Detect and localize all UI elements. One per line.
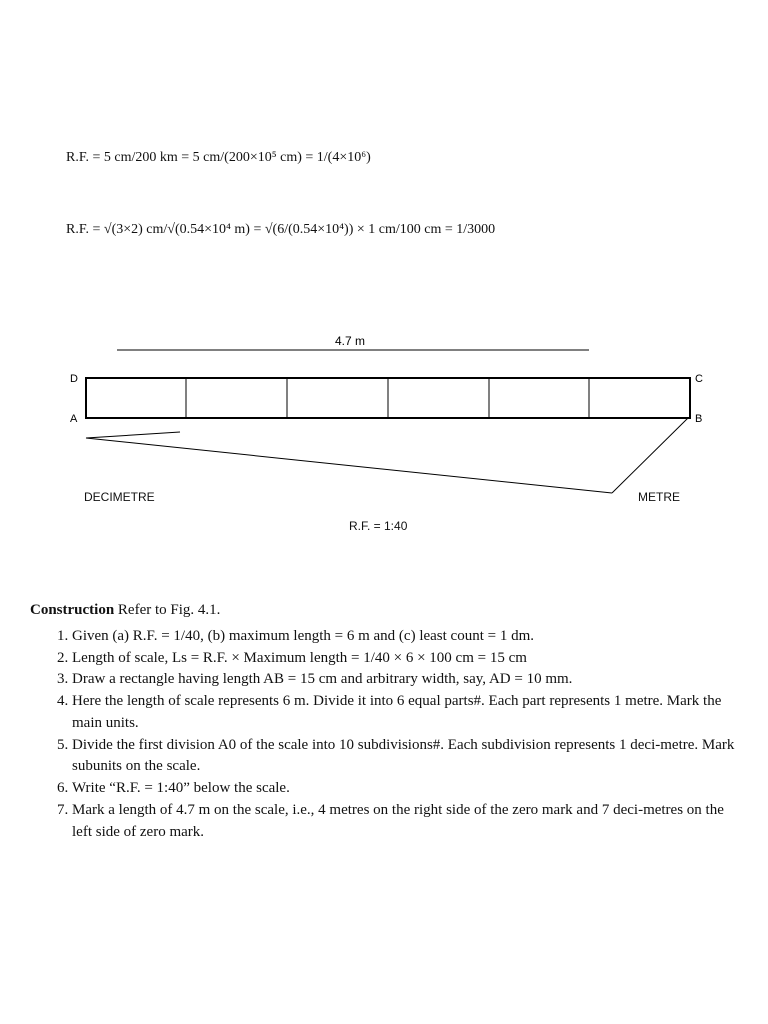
length-label: 4.7 m <box>335 334 366 348</box>
metre-label: METRE <box>638 490 680 504</box>
refer-text: Refer to Fig. 4.1. <box>117 602 221 618</box>
svg-text:A: A <box>70 413 78 425</box>
decimetre-label: DECIMETRE <box>84 490 155 504</box>
svg-text:D: D <box>70 373 78 385</box>
construction-text <box>30 600 745 843</box>
rf-eq-1: R.F. = 5 cm/200 km = 5 cm/(200×10⁵ cm) = 1/(4×10⁶) <box>66 150 371 165</box>
rf-eq-2: R.F. = √(3×2) cm/√(0.54×10⁴ m) = √(6/(0.54×10⁴)) × 1 cm/100 cm = 1/3000 <box>66 222 496 237</box>
svg-text:C: C <box>695 373 703 385</box>
construction-heading: Construction <box>30 602 115 618</box>
svg-text:B: B <box>695 413 703 425</box>
steps-list: 1. Given (a) R.F. = 1/40, (b) maximum length = 6 m and (c) least count = 1 dm. 2. Length of scale, Ls = R.F. × Maximum length = 1/40 × 6 × 100 cm = 15 cm 3. Draw a rectangle having length AB = 15 cm and arbitrary width, say, AD = 10 mm. 4. Here the length of scale represents 6 m. Divide it into 6 equal parts#. Each part represents 1 metre. Mark the main units. 5. Divide the first division A0 of the scale into 10 subdivisions#. Each subdivision represents 1 deci-metre. Mark subunits on the scale. 6. Write “R.F. = 1:40” below the scale. 7. Mark a length of 4.7 m on the scale, i.e., 4 metres on the right side of the zero mark and 7 deci-metres on the left side of zero mark. <box>30 626 745 844</box>
rf-label: R.F. = 1:40 <box>349 519 408 533</box>
